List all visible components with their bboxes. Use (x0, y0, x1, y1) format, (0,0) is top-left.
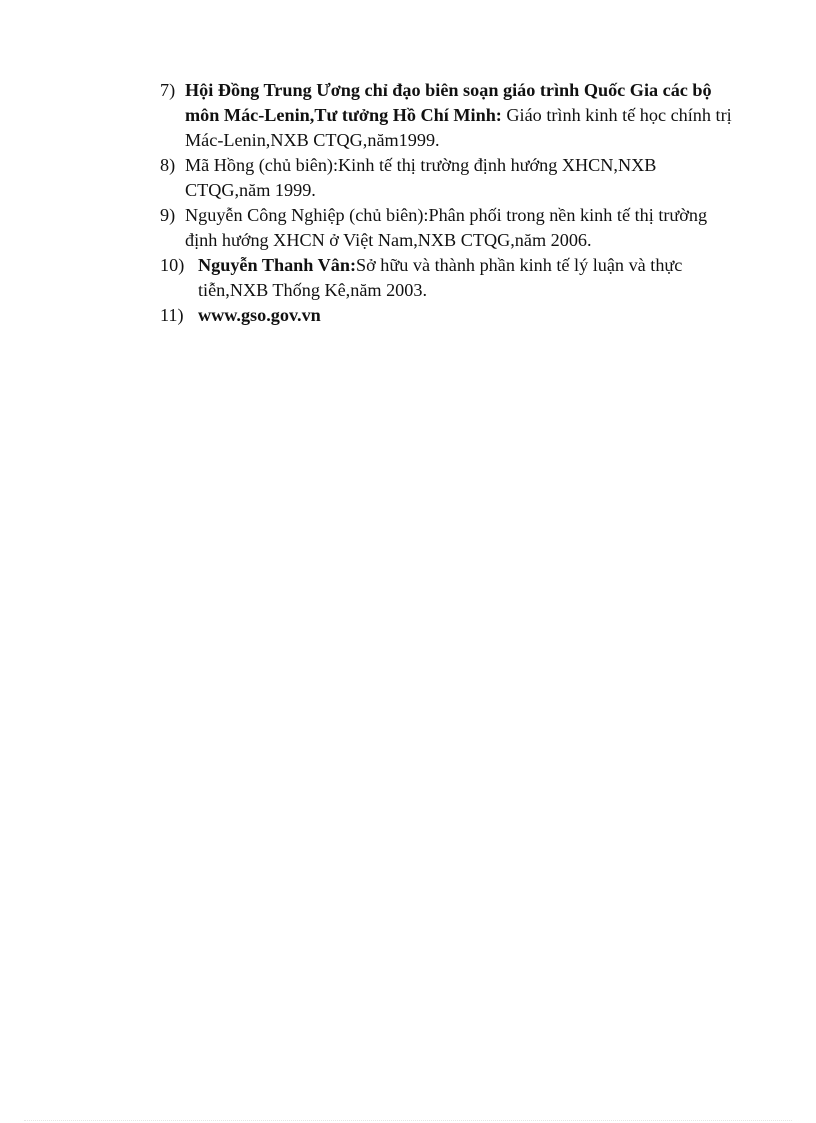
reference-title: Phân phối trong nền kinh tế thị trường định hướng XHCN ở Việt Nam,NXB CTQG,năm 2006. (185, 205, 708, 250)
reference-number: 11) (160, 305, 184, 325)
reference-title: Kinh tế thị trường định hướng XHCN,NXB CTQG,năm 1999. (185, 155, 657, 200)
reference-body (197, 253, 740, 303)
reference-item-10 (160, 253, 740, 303)
reference-body (184, 153, 740, 203)
reference-author: Nguyễn Thanh Vân: (198, 255, 357, 275)
reference-title: Giáo trình kinh tế học chính trị Mác-Lenin,NXB CTQG,năm1999. (185, 105, 732, 150)
reference-author: Hội Đồng Trung Ương chỉ đạo biên soạn giáo trình Quốc Gia các bộ môn Mác-Lenin,Tư tưởng Hồ Chí Minh: (185, 80, 712, 125)
reference-number: 9) (160, 205, 176, 225)
reference-body (184, 203, 740, 253)
reference-link[interactable]: www.gso.gov.vn (198, 305, 321, 325)
reference-author: Mã Hồng (chủ biên): (185, 155, 339, 175)
reference-body (197, 303, 740, 328)
reference-item-9 (160, 203, 740, 253)
reference-item-11 (160, 303, 740, 328)
reference-item-7 (160, 78, 740, 153)
page-bottom-border (24, 1120, 792, 1121)
reference-body (184, 78, 740, 153)
reference-number: 8) (160, 155, 176, 175)
reference-item-8 (160, 153, 740, 203)
reference-author: Nguyễn Công Nghiệp (chủ biên): (185, 205, 429, 225)
reference-number: 7) (160, 80, 176, 100)
reference-number: 10) (160, 255, 185, 275)
reference-list (160, 78, 740, 328)
reference-title: Sở hữu và thành phần kinh tế lý luận và thực tiễn,NXB Thống Kê,năm 2003. (198, 255, 683, 300)
